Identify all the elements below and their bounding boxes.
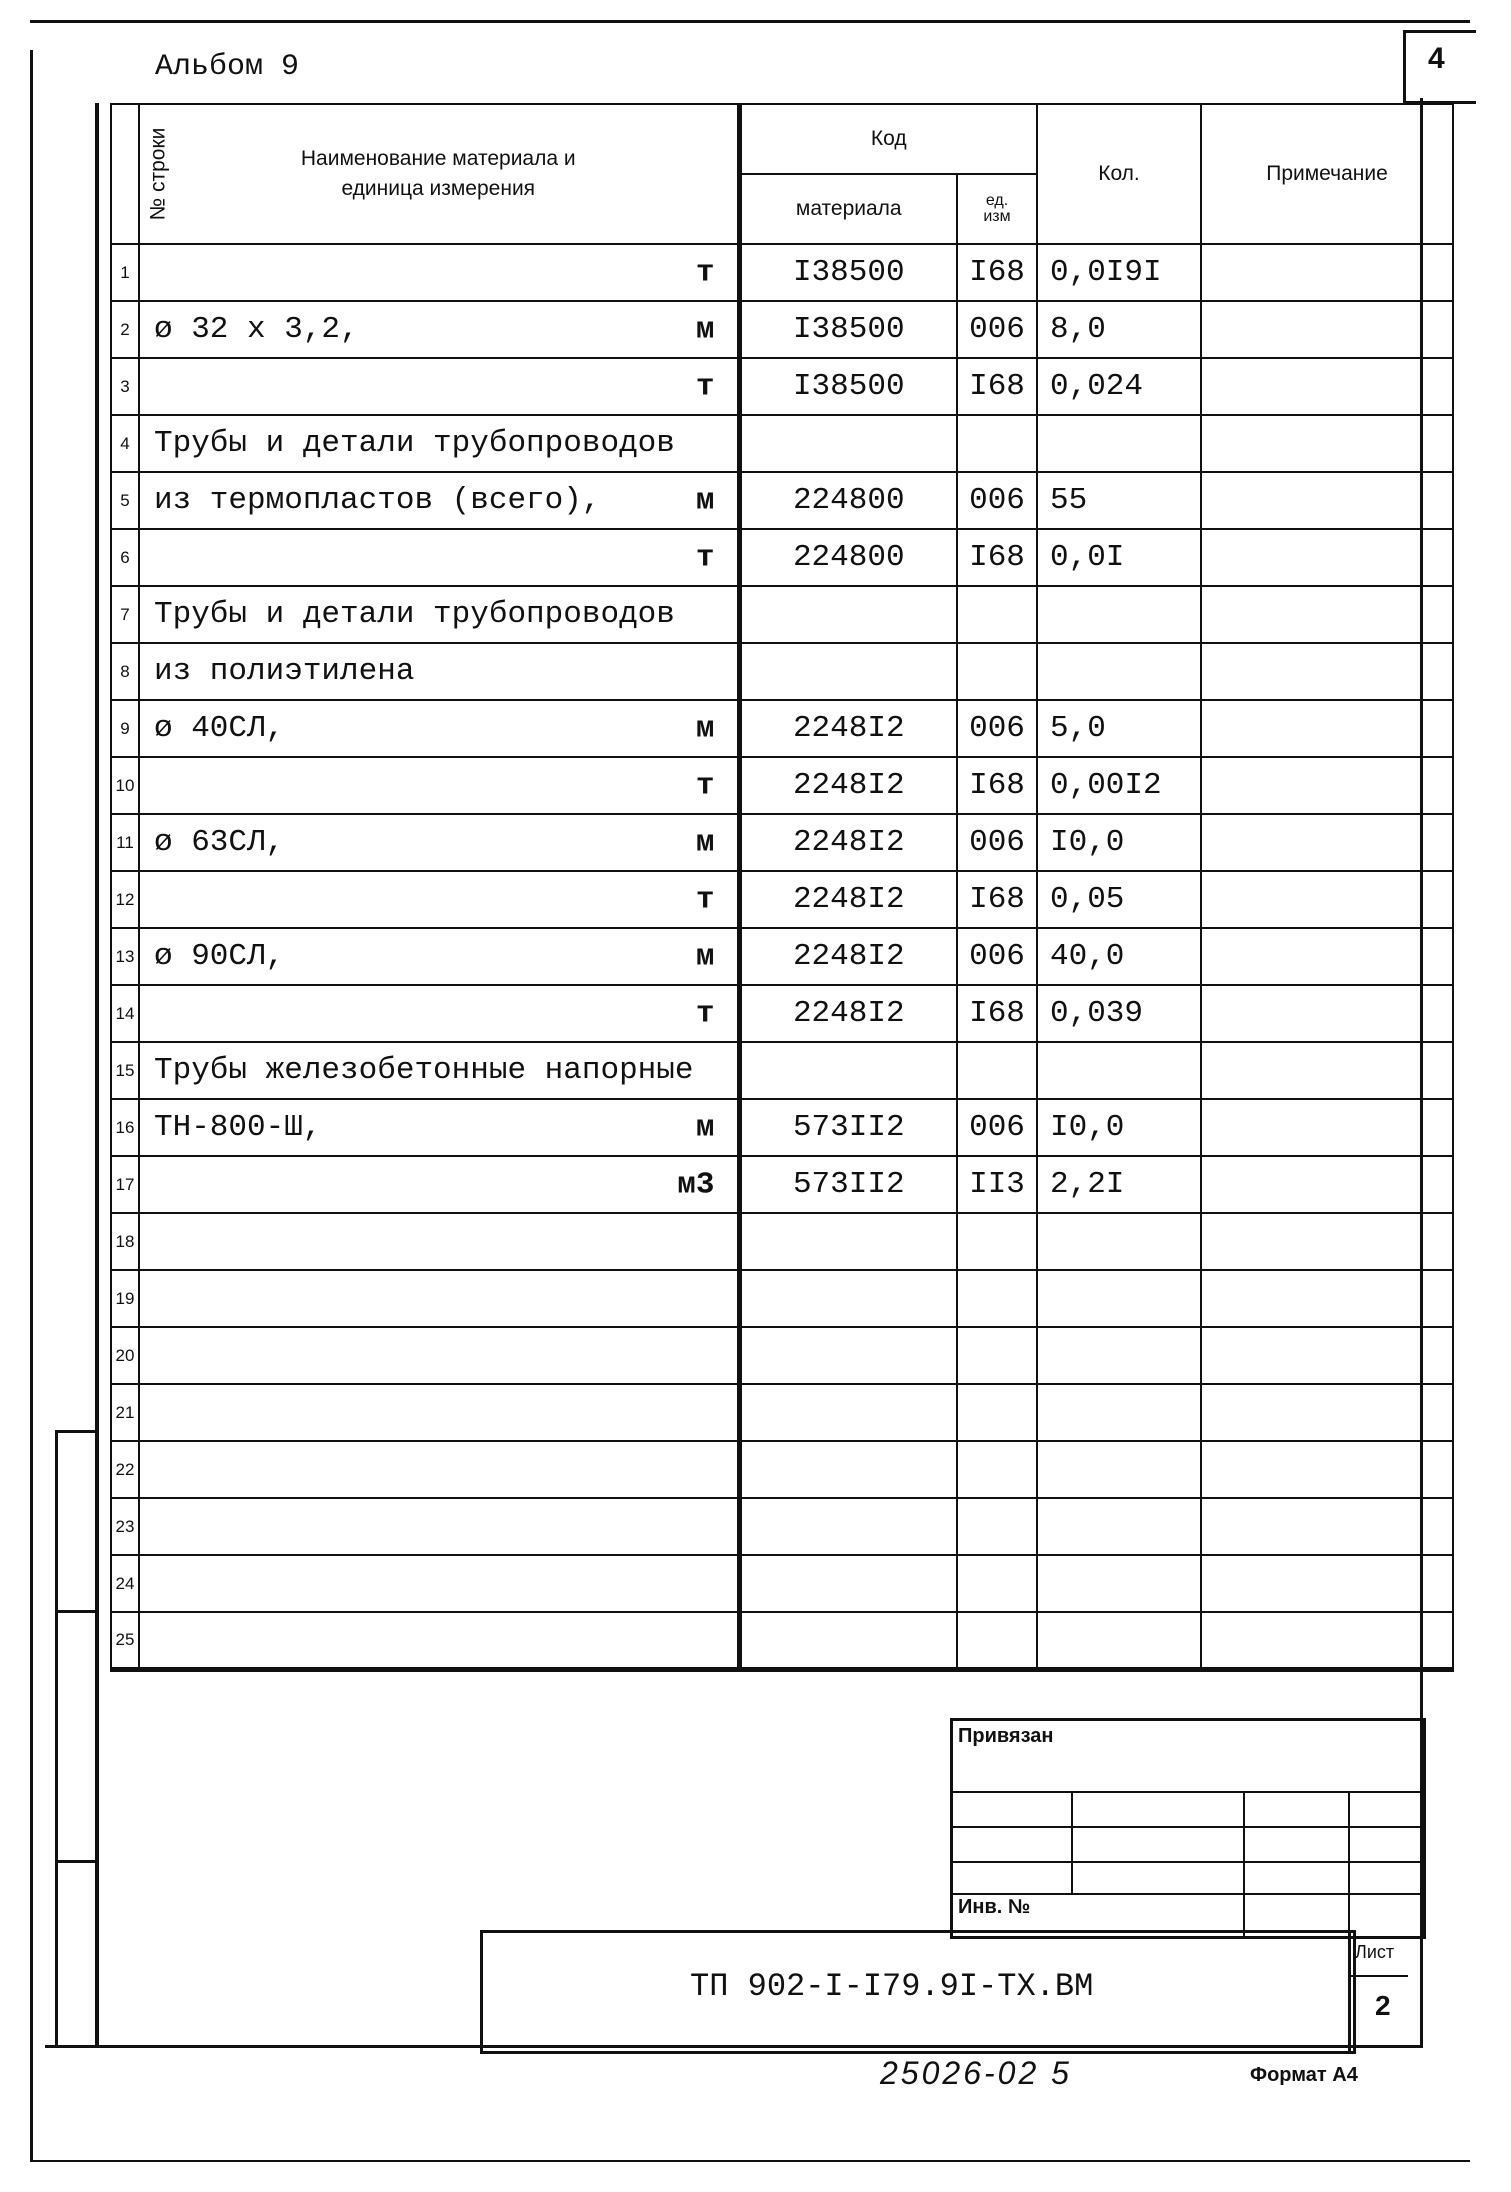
quantity (1037, 415, 1201, 472)
note-cell (1201, 1498, 1453, 1555)
quantity: 0,0I9I (1037, 244, 1201, 301)
note-cell (1201, 1612, 1453, 1669)
quantity: 40,0 (1037, 928, 1201, 985)
material-code (739, 1213, 957, 1270)
unit-label: т (695, 369, 715, 404)
quantity (1037, 1327, 1201, 1384)
unit-label: м (695, 825, 715, 860)
row-number: 8 (111, 643, 139, 700)
specification-table (110, 103, 1454, 1672)
note-cell (1201, 301, 1453, 358)
table-row (111, 871, 1453, 928)
quantity (1037, 1612, 1201, 1669)
table-row (111, 928, 1453, 985)
unit-code (957, 1441, 1037, 1498)
material-code (739, 586, 957, 643)
material-code (739, 1612, 957, 1669)
material-name: ø 90СЛ, м (139, 928, 739, 985)
page-number: 4 (1428, 42, 1445, 75)
table-row (111, 529, 1453, 586)
material-name: из термопластов (всего), м (139, 472, 739, 529)
row-number: 14 (111, 985, 139, 1042)
quantity: 55 (1037, 472, 1201, 529)
note-cell (1201, 529, 1453, 586)
row-number: 25 (111, 1612, 139, 1669)
quantity: 0,039 (1037, 985, 1201, 1042)
note-cell (1201, 472, 1453, 529)
material-name (139, 985, 739, 1042)
table-row (111, 1156, 1453, 1213)
quantity: I0,0 (1037, 814, 1201, 871)
material-name (139, 1384, 739, 1441)
material-code (739, 1327, 957, 1384)
unit-code (957, 643, 1037, 700)
row-number: 5 (111, 472, 139, 529)
quantity: 5,0 (1037, 700, 1201, 757)
row-number: 7 (111, 586, 139, 643)
row-number: 6 (111, 529, 139, 586)
material-name (139, 871, 739, 928)
archive-stamp-number: 25026-02 5 (880, 2055, 1072, 2091)
col-header-code-unit: ед. изм (957, 174, 1037, 244)
note-cell (1201, 1555, 1453, 1612)
material-code: 2248I2 (739, 928, 957, 985)
frame-top-line (30, 20, 1470, 23)
unit-code: 006 (957, 472, 1037, 529)
unit-code: I68 (957, 985, 1037, 1042)
quantity (1037, 1384, 1201, 1441)
sheet-number: 2 (1375, 1990, 1391, 2021)
unit-label: м (695, 939, 715, 974)
material-name (139, 244, 739, 301)
material-code: 2248I2 (739, 757, 957, 814)
table-row (111, 1042, 1453, 1099)
table-row (111, 586, 1453, 643)
material-code: 2248I2 (739, 871, 957, 928)
table-row (111, 1099, 1453, 1156)
unit-label: м (695, 711, 715, 746)
unit-label: м (695, 1110, 715, 1145)
note-cell (1201, 643, 1453, 700)
material-name (139, 1327, 739, 1384)
material-name: ø 40СЛ, м (139, 700, 739, 757)
unit-code (957, 1327, 1037, 1384)
material-code: I38500 (739, 244, 957, 301)
material-code (739, 1555, 957, 1612)
unit-code: I68 (957, 529, 1037, 586)
unit-code (957, 415, 1037, 472)
unit-label: т (695, 882, 715, 917)
material-code (739, 1384, 957, 1441)
row-number: 10 (111, 757, 139, 814)
binding-strip-mid1 (55, 1610, 97, 1613)
unit-label: т (695, 255, 715, 290)
quantity: 0,00I2 (1037, 757, 1201, 814)
table-row (111, 1384, 1453, 1441)
unit-code (957, 1612, 1037, 1669)
unit-code (957, 1555, 1037, 1612)
sheet-label: Лист (1355, 1942, 1395, 1962)
quantity (1037, 1441, 1201, 1498)
material-code: 573II2 (739, 1156, 957, 1213)
unit-code: I68 (957, 757, 1037, 814)
row-number: 23 (111, 1498, 139, 1555)
table-row (111, 244, 1453, 301)
table-row (111, 1270, 1453, 1327)
quantity: I0,0 (1037, 1099, 1201, 1156)
quantity (1037, 1555, 1201, 1612)
material-name: Трубы и детали трубопроводов (139, 415, 739, 472)
unit-label: т (695, 540, 715, 575)
material-name (139, 529, 739, 586)
row-number: 24 (111, 1555, 139, 1612)
quantity (1037, 643, 1201, 700)
unit-code (957, 1213, 1037, 1270)
unit-label: м (695, 483, 715, 518)
material-code: 2248I2 (739, 814, 957, 871)
note-cell (1201, 1099, 1453, 1156)
table-row (111, 985, 1453, 1042)
note-cell (1201, 358, 1453, 415)
unit-label: т (695, 996, 715, 1031)
row-number: 13 (111, 928, 139, 985)
note-cell (1201, 1384, 1453, 1441)
table-row (111, 643, 1453, 700)
unit-code: I68 (957, 244, 1037, 301)
unit-label: м3 (677, 1167, 715, 1202)
col-header-name: Наименование материала и единица измерения (139, 104, 739, 244)
material-code: I38500 (739, 358, 957, 415)
binding-strip-mid2 (55, 1860, 97, 1863)
quantity (1037, 1270, 1201, 1327)
note-cell (1201, 985, 1453, 1042)
col-header-qty: Кол. (1037, 104, 1201, 244)
material-name: ø 32 x 3,2, м (139, 301, 739, 358)
unit-code: II3 (957, 1156, 1037, 1213)
note-cell (1201, 814, 1453, 871)
unit-code: 006 (957, 814, 1037, 871)
row-number: 4 (111, 415, 139, 472)
material-code (739, 1042, 957, 1099)
quantity: 0,0I (1037, 529, 1201, 586)
material-code: 224800 (739, 529, 957, 586)
note-cell (1201, 244, 1453, 301)
material-code: 224800 (739, 472, 957, 529)
col-header-code-material: материала (739, 174, 957, 244)
unit-code: I68 (957, 358, 1037, 415)
row-number: 22 (111, 1441, 139, 1498)
note-cell (1201, 928, 1453, 985)
material-code: 573II2 (739, 1099, 957, 1156)
quantity (1037, 1213, 1201, 1270)
unit-code: 006 (957, 928, 1037, 985)
inventory-number-label: Инв. № (958, 1896, 1031, 1918)
note-cell (1201, 757, 1453, 814)
bound-label: Привязан (958, 1725, 1054, 1747)
quantity (1037, 1498, 1201, 1555)
note-cell (1201, 1156, 1453, 1213)
table-row (111, 814, 1453, 871)
material-name (139, 1555, 739, 1612)
note-cell (1201, 1327, 1453, 1384)
table-row (111, 472, 1453, 529)
frame-inner-left-line (95, 103, 99, 2048)
note-cell (1201, 871, 1453, 928)
material-name (139, 1213, 739, 1270)
row-number: 12 (111, 871, 139, 928)
binding-strip-top (55, 1430, 97, 1433)
row-number: 19 (111, 1270, 139, 1327)
table-row (111, 757, 1453, 814)
unit-code (957, 1270, 1037, 1327)
row-number: 17 (111, 1156, 139, 1213)
material-name: из полиэтилена (139, 643, 739, 700)
table-row (111, 1327, 1453, 1384)
note-cell (1201, 700, 1453, 757)
material-name: ø 63СЛ, м (139, 814, 739, 871)
table-row (111, 415, 1453, 472)
material-code (739, 415, 957, 472)
note-cell (1201, 1213, 1453, 1270)
frame-left-line (30, 50, 33, 2160)
row-number: 20 (111, 1327, 139, 1384)
table-row (111, 1555, 1453, 1612)
material-code (739, 1498, 957, 1555)
material-code (739, 1441, 957, 1498)
unit-code: 006 (957, 700, 1037, 757)
unit-label: т (695, 768, 715, 803)
bottom-scan-line (30, 2160, 1470, 2162)
row-number: 18 (111, 1213, 139, 1270)
material-name: Трубы и детали трубопроводов (139, 586, 739, 643)
note-cell (1201, 1441, 1453, 1498)
note-cell (1201, 1042, 1453, 1099)
row-number: 1 (111, 244, 139, 301)
note-cell (1201, 1270, 1453, 1327)
quantity: 0,024 (1037, 358, 1201, 415)
material-name: Трубы железобетонные напорные (139, 1042, 739, 1099)
row-number: 3 (111, 358, 139, 415)
material-name (139, 1498, 739, 1555)
binding-strip-line (55, 1430, 58, 2045)
row-number: 9 (111, 700, 139, 757)
col-header-note: Примечание (1201, 104, 1453, 244)
quantity (1037, 586, 1201, 643)
row-number: 15 (111, 1042, 139, 1099)
format-label: Формат А4 (1250, 2064, 1358, 2086)
table-row (111, 358, 1453, 415)
row-number: 16 (111, 1099, 139, 1156)
quantity (1037, 1042, 1201, 1099)
unit-code (957, 1498, 1037, 1555)
quantity: 0,05 (1037, 871, 1201, 928)
quantity: 8,0 (1037, 301, 1201, 358)
table-row (111, 1612, 1453, 1669)
unit-code (957, 1042, 1037, 1099)
material-name (139, 1441, 739, 1498)
row-number: 21 (111, 1384, 139, 1441)
material-name (139, 757, 739, 814)
material-name (139, 1270, 739, 1327)
table-row (111, 301, 1453, 358)
material-name (139, 358, 739, 415)
document-code: ТП 902-I-I79.9I-ТХ.ВМ (690, 1968, 1094, 2005)
col-header-code: Код (739, 104, 1037, 174)
material-code: 2248I2 (739, 985, 957, 1042)
unit-code (957, 586, 1037, 643)
material-code (739, 1270, 957, 1327)
material-name (139, 1156, 739, 1213)
note-cell (1201, 586, 1453, 643)
material-code: 2248I2 (739, 700, 957, 757)
unit-code: I68 (957, 871, 1037, 928)
album-title: Альбом 9 (155, 50, 300, 84)
table-row (111, 1441, 1453, 1498)
unit-label: м (695, 312, 715, 347)
unit-code (957, 1384, 1037, 1441)
quantity: 2,2I (1037, 1156, 1201, 1213)
table-row (111, 1213, 1453, 1270)
row-number: 11 (111, 814, 139, 871)
row-number: 2 (111, 301, 139, 358)
material-name (139, 1612, 739, 1669)
col-header-row-number: № строки (111, 104, 139, 244)
unit-code: 006 (957, 1099, 1037, 1156)
table-row (111, 1498, 1453, 1555)
material-name: ТН-800-Ш, м (139, 1099, 739, 1156)
table-row (111, 700, 1453, 757)
material-code (739, 643, 957, 700)
material-code: I38500 (739, 301, 957, 358)
unit-code: 006 (957, 301, 1037, 358)
note-cell (1201, 415, 1453, 472)
